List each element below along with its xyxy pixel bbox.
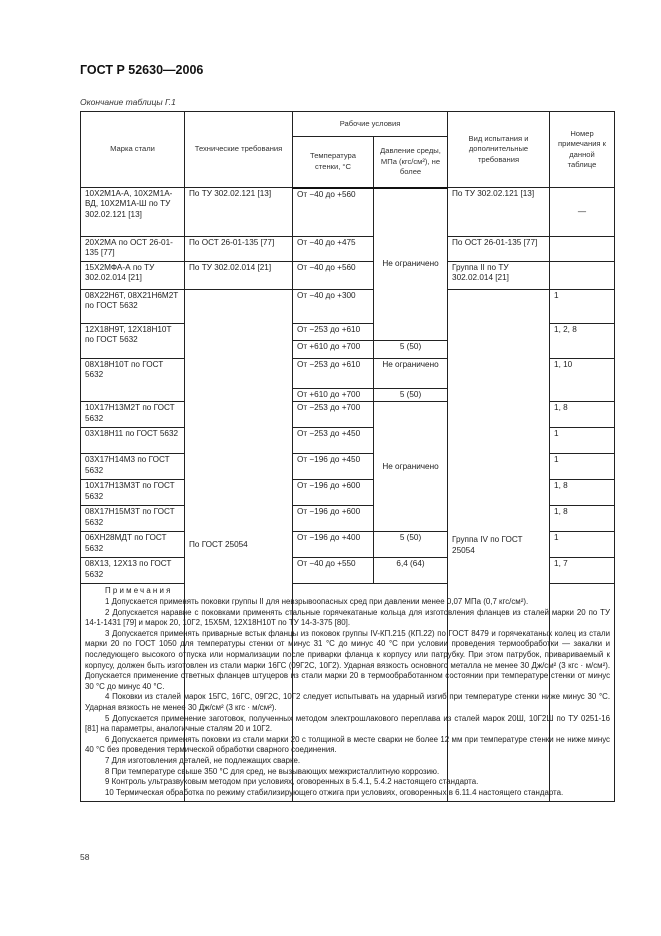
note-item: 7 Для изготовления деталей, не подлежащих сварке. (105, 755, 301, 765)
tech-req-cell-merged: По ГОСТ 25054 (185, 290, 293, 802)
pressure-cell: 5 (50) (374, 389, 448, 402)
temp-cell: От −253 до +700 (293, 402, 374, 428)
note-item: 4 Поковки из сталей марок 15ГС, 16ГС, 09Г2С, 10Г2 следует испытывать на ударный изгиб при температуре стенки ниже минус 30 °С. Ударная вязкость не менее 30 Дж/см² (3 кгс · м/см²). (85, 692, 611, 712)
temp-cell: От −40 до +560 (293, 262, 374, 290)
tech-req-cell: По ТУ 302.02.121 [13] (185, 188, 293, 237)
note-item: 5 Допускается применение заготовок, полученных методом электрошлакового переплава из сталей марок 20Ш, 10Г2Ш по ТУ 0251-16 [81] на параметры, аналогичные сталям 20 и 10Г2. (85, 713, 611, 734)
pressure-cell-merged: Не ограничено (374, 402, 448, 532)
pressure-cell: 5 (50) (374, 341, 448, 359)
steel-table (80, 111, 615, 802)
note-item: 3 Допускается применять приварные встык фланцы из поковок группы IV-КП.215 (КП.22) по ГОСТ 8479 и горячекатаных колец из стали марки 20 по ГОСТ 1050 для температуры стенки от минус 31 °С до минус 40 °С при условии проведения термообработки — закалки и последующего высокого отпуска или нормализации после приварки фланца к корпусу или патрубку. При этом патрубок, привариваемый к корпусу, должен быть изготовлен из стали марки 16ГС (09Г2С, 10Г2). Ударная вязкость основного металла не менее 30 Дж/см² (3 кгс · м/см²). Допускается применение ответных фланцев штуцеров из стали марки 20 в термообработанном состоянии при температуре стенки от минус 30 °С до минус 40 °С. (85, 628, 611, 691)
steel-grade-cell: 10Х17Н13М3Т по ГОСТ 5632 (81, 480, 185, 506)
note-number-cell: 1, 8 (550, 506, 615, 532)
steel-grade-cell: 03Х18Н11 по ГОСТ 5632 (81, 428, 185, 454)
note-item: 10 Термическая обработка по режиму стабилизирующего отжига при условиях, оговоренных в 6.11.4 настоящего стандарта. (105, 787, 564, 797)
temp-cell: От −40 до +300 (293, 290, 374, 324)
tech-req-cell: По ТУ 302.02.014 [21] (185, 262, 293, 290)
temp-cell: От −40 до +550 (293, 558, 374, 584)
table-caption: Окончание таблицы Г.1 (80, 97, 176, 107)
temp-cell: От −40 до +475 (293, 237, 374, 262)
notes-cell (81, 584, 615, 802)
temp-cell: От +610 до +700 (293, 341, 374, 359)
steel-grade-cell: 08Х17Н15М3Т по ГОСТ 5632 (81, 506, 185, 532)
temp-cell: От −253 до +450 (293, 428, 374, 454)
steel-grade-cell: 03Х17Н14М3 по ГОСТ 5632 (81, 454, 185, 480)
steel-grade-cell: 06ХН28МДТ по ГОСТ 5632 (81, 532, 185, 558)
note-number-cell: 1, 2, 8 (550, 324, 615, 359)
header-pressure: Давление среды, МПа (кгс/см²), не более (374, 137, 448, 188)
header-note-number: Номер примечания к данной таблице (550, 112, 615, 188)
note-number-cell: 1, 8 (550, 480, 615, 506)
header-working-conditions: Рабочие условия (293, 112, 448, 137)
temp-cell: От −196 до +400 (293, 532, 374, 558)
tech-req-cell: По ОСТ 26-01-135 [77] (185, 237, 293, 262)
note-item: 2 Допускается наравне с поковками применять стальные горячекатаные кольца для изготовления фланцев из сталей марки 20 по ТУ 14-1-1431 [79] и марок 20, 10Г2, 15Х5М, 12Х18Н10Т по ТУ 14-3-375 [80]. (85, 607, 611, 628)
temp-cell: От −196 до +600 (293, 480, 374, 506)
note-item: 6 Допускается применять поковки из стали марки 20 с толщиной в месте сварки не более 12 мм при температуре стенки не ниже минус 40 °С без проведения термической обработки сварного соединения. (85, 734, 611, 755)
temp-cell: От −253 до +610 (293, 324, 374, 341)
steel-grade-cell: 08Х18Н10Т по ГОСТ 5632 (81, 359, 185, 402)
header-tech-requirements: Технические требования (185, 112, 293, 188)
table-row (81, 290, 615, 324)
note-number-cell: 1 (550, 428, 615, 454)
table-row (81, 188, 615, 237)
steel-grade-cell: 10Х2М1А-А, 10Х2М1А-ВД, 10Х2М1А-Ш по ТУ 302.02.121 [13] (81, 188, 185, 237)
steel-grade-cell: 15Х2МФА-А по ТУ 302.02.014 [21] (81, 262, 185, 290)
note-item: 1 Допускается применять поковки группы II для невзрывоопасных сред при давлении менее 0,07 МПа (0,7 кгс/см²). (105, 597, 529, 606)
pressure-cell-merged: Не ограничено (374, 188, 448, 341)
test-cell-merged: Группа IV по ГОСТ 25054 (448, 290, 550, 802)
header-wall-temperature: Температура стенки, °С (293, 137, 374, 188)
notes-row (81, 584, 615, 802)
note-number-cell (550, 237, 615, 262)
temp-cell: От −196 до +450 (293, 454, 374, 480)
steel-grade-cell: 08Х22Н6Т, 08Х21Н6М2Т по ГОСТ 5632 (81, 290, 185, 324)
note-number-cell: 1, 8 (550, 402, 615, 428)
note-number-cell: 1 (550, 454, 615, 480)
pressure-cell: 5 (50) (374, 532, 448, 558)
note-item: 8 При температуре свыше 350 °С для сред, не вызывающих межкристаллитную коррозию. (105, 766, 440, 776)
note-number-cell: — (550, 188, 615, 237)
test-cell: По ОСТ 26-01-135 [77] (448, 237, 550, 262)
notes-title: Примечания (105, 586, 173, 596)
pressure-cell: 6,4 (64) (374, 558, 448, 584)
steel-grade-cell: 10Х17Н13М2Т по ГОСТ 5632 (81, 402, 185, 428)
note-number-cell (550, 262, 615, 290)
note-item: 9 Контроль ультразвуковым методом при условиях, оговоренных в 5.4.1, 5.4.2 настоящего стандарта. (105, 777, 479, 787)
note-number-cell: 1 (550, 290, 615, 324)
temp-cell: От +610 до +700 (293, 389, 374, 402)
temp-cell: От −196 до +600 (293, 506, 374, 532)
table-row (81, 237, 615, 262)
temp-cell: От −40 до +560 (293, 188, 374, 237)
note-number-cell: 1 (550, 532, 615, 558)
note-number-cell: 1, 10 (550, 359, 615, 402)
test-cell: По ТУ 302.02.121 [13] (448, 188, 550, 237)
header-test-type: Вид испытания и дополнительные требования (448, 112, 550, 188)
test-cell: Группа II по ТУ 302.02.014 [21] (448, 262, 550, 290)
steel-grade-cell: 08Х13, 12Х13 по ГОСТ 5632 (81, 558, 185, 584)
note-number-cell: 1, 7 (550, 558, 615, 584)
standard-header: ГОСТ Р 52630—2006 (80, 63, 204, 77)
steel-grade-cell: 12Х18Н9Т, 12Х18Н10Т по ГОСТ 5632 (81, 324, 185, 359)
page-number: 58 (80, 852, 90, 862)
table-row (81, 262, 615, 290)
temp-cell: От −253 до +610 (293, 359, 374, 389)
header-steel-grade: Марка стали (81, 112, 185, 188)
steel-grade-cell: 20Х2МА по ОСТ 26-01-135 [77] (81, 237, 185, 262)
pressure-cell: Не ограничено (374, 359, 448, 389)
